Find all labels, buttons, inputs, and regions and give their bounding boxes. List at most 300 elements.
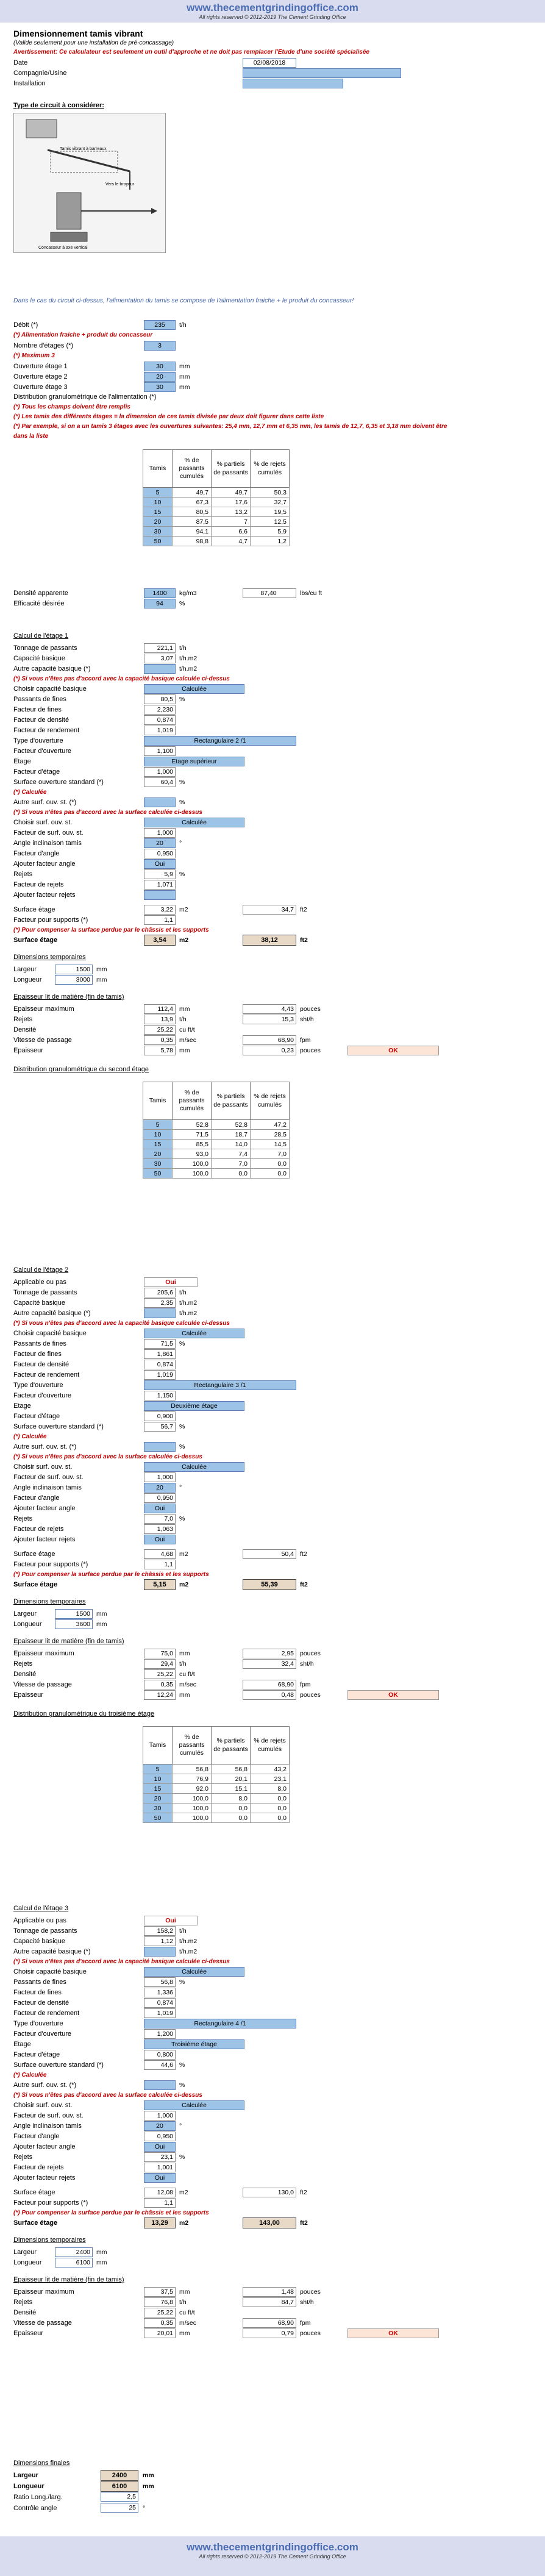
table-row (143, 1784, 290, 1794)
surface-finale-imperial: 55,39 (243, 1579, 296, 1590)
largeur-unit: mm (96, 2249, 107, 2256)
table-row (143, 1813, 290, 1823)
longueur-label: Longueur (13, 1621, 42, 1628)
longueur-value: 3000 (55, 975, 93, 985)
stage-row-value: 1,336 (144, 1988, 176, 1997)
autre-surf-input[interactable] (144, 1442, 176, 1452)
surface-finale-unit: m2 (179, 2219, 189, 2227)
epaisseur-row-unit2: fpm (300, 1681, 311, 1688)
table-cell: 100,0 (173, 1804, 212, 1813)
type-ouverture-label: Type d'ouverture (13, 1382, 63, 1389)
distrib-note-2: (*) Les tamis des différents étages = la dimension de ces tamis divisée par deux doit figurer dans cette liste (13, 413, 324, 420)
surface-std-value: 60,4 (144, 777, 176, 787)
table-row (143, 1159, 290, 1169)
facteur-rejets-label: Facteur de rejets (13, 2164, 64, 2171)
stage-distribution-table (143, 1726, 290, 1823)
footer-url-link[interactable]: www.thecementgrindingoffice.com (187, 2541, 358, 2553)
table-cell: 0,0 (251, 1169, 290, 1179)
autre-surf-input[interactable] (144, 2080, 176, 2090)
stage-row-value[interactable]: 20 (144, 838, 176, 848)
table-cell: 0,0 (251, 1813, 290, 1823)
final-longueur-label: Longueur (13, 2483, 45, 2490)
surface-etage-imperial-unit: ft2 (300, 906, 307, 913)
epaisseur-row-value: 25,22 (144, 2308, 176, 2317)
surface-finale-unit: m2 (179, 1581, 189, 1588)
stage-row-unit: t/h.m2 (179, 1310, 198, 1317)
stage-row-unit: t/h (179, 1289, 187, 1296)
table-cell: 43,2 (251, 1764, 290, 1774)
epaisseur-row-unit: t/h (179, 1660, 187, 1668)
choix-basique-select[interactable]: Calculée (144, 684, 244, 694)
table-cell: 76,9 (173, 1774, 212, 1784)
table-cell[interactable]: 17,6 (212, 498, 251, 507)
facteur-etage-value: 1,000 (144, 767, 176, 777)
surface-finale-imperial-unit: ft2 (300, 937, 308, 944)
stage-row-label: Facteur de densité (13, 1999, 69, 2007)
stage-row-value: 56,8 (144, 1977, 176, 1987)
largeur-value: 1500 (55, 1609, 93, 1619)
crusher-icon (57, 193, 81, 229)
table-cell[interactable]: 4,7 (212, 537, 251, 546)
stage-row-unit: ° (179, 1484, 182, 1491)
stage-distribution-table (143, 1082, 290, 1179)
stage-row-value[interactable] (144, 664, 176, 674)
company-field[interactable] (243, 68, 401, 78)
dims-temp-title: Dimensions temporaires (13, 1598, 86, 1605)
table-cell: 18,7 (212, 1130, 251, 1140)
stage-row-value: 0,950 (144, 849, 176, 858)
stage-row-unit: % (179, 1340, 185, 1347)
epaisseur-row-value: 5,78 (144, 1046, 176, 1055)
table-cell: 50 (143, 1169, 173, 1179)
table-row (143, 1120, 290, 1130)
applicable-select[interactable]: Oui (144, 1916, 198, 1925)
longueur-label: Longueur (13, 2259, 42, 2266)
final-largeur-label: Largeur (13, 2472, 38, 2479)
stage-row-label: Autre capacité basique (*) (13, 1948, 91, 1955)
facteur-rejets-value: 1,063 (144, 1524, 176, 1534)
stage-row-unit: ° (179, 840, 182, 847)
ouverture-input-1[interactable]: 30 (144, 362, 176, 371)
surface-etage-value: 4,68 (144, 1549, 176, 1559)
epaisseur-row-unit2: sht/h (300, 2299, 314, 2306)
stage-row-label: Facteur de surf. ouv. st. (13, 829, 84, 837)
stage-row-unit: t/h (179, 644, 187, 652)
final-ratio-label: Ratio Long./larg. (13, 2494, 63, 2501)
table-cell: 100,0 (173, 1169, 212, 1179)
table-cell[interactable]: 1,2 (251, 537, 290, 546)
epaisseur-row-unit: mm (179, 1650, 190, 1657)
circuit-note: Dans le cas du circuit ci-dessus, l'alimentation du tamis se compose de l'alimentation fraiche + le produit du concasseur! (13, 297, 354, 304)
table-cell: 14,0 (212, 1140, 251, 1149)
table-row (143, 1794, 290, 1804)
autre-surf-label: Autre surf. ouv. st. (*) (13, 799, 77, 806)
table-cell: 28,5 (251, 1130, 290, 1140)
stage-row-value: 221,1 (144, 643, 176, 653)
surface-etage-imperial-unit: ft2 (300, 2189, 307, 2196)
type-ouverture-select[interactable]: Rectangulaire 3 /1 (144, 1380, 296, 1390)
stage-row-value: 1,12 (144, 1936, 176, 1946)
epaisseur-row-value: 0,35 (144, 2318, 176, 2328)
column-header: % de rejets cumulés (251, 450, 290, 488)
table-cell[interactable]: 32,7 (251, 498, 290, 507)
epaisseur-row-unit: mm (179, 2330, 190, 2337)
surface-etage-imperial: 50,4 (243, 1549, 296, 1559)
densite-unit: kg/m3 (179, 590, 197, 597)
epaisseur-row-label: Vitesse de passage (13, 1681, 72, 1688)
epaisseur-row-value: 75,0 (144, 1649, 176, 1658)
table-cell[interactable]: 49,7 (173, 488, 212, 498)
surface-finale-value: 13,29 (144, 2217, 176, 2228)
final-longueur-unit: mm (143, 2483, 154, 2490)
table-cell[interactable]: 50 (143, 537, 173, 546)
facteur-ouverture-value: 1,200 (144, 2029, 176, 2039)
surface-finale-imperial-unit: ft2 (300, 2219, 308, 2227)
column-header: Tamis (143, 450, 173, 488)
table-row (143, 537, 290, 546)
surface-etage-imperial: 34,7 (243, 905, 296, 915)
stage-row-value[interactable]: 20 (144, 1483, 176, 1493)
surface-finale-unit: m2 (179, 937, 189, 944)
final-largeur-unit: mm (143, 2472, 154, 2479)
ajouter-angle-select[interactable]: Oui (144, 2142, 176, 2152)
stage-row-value[interactable] (144, 1947, 176, 1957)
densite-input[interactable]: 1400 (144, 588, 176, 598)
dims-temp-title: Dimensions temporaires (13, 954, 86, 961)
circuit-type-label: Type de circuit à considérer: (13, 102, 104, 109)
rejets-label: Rejets (13, 871, 33, 878)
feed-hopper-icon (26, 120, 57, 138)
ouverture-unit-1: mm (179, 363, 190, 370)
ouverture-label-2: Ouverture étage 2 (13, 373, 68, 380)
table-cell[interactable]: 10 (143, 498, 173, 507)
table-cell[interactable]: 12,5 (251, 517, 290, 527)
stage-row-label: Facteur de fines (13, 1350, 62, 1358)
stage-row-unit: t/h (179, 1927, 187, 1935)
note-capacite: (*) Si vous n'êtes pas d'accord avec la capacité basique calculée ci-dessus (13, 1320, 230, 1327)
circuit-diagram (13, 113, 166, 253)
table-cell[interactable]: 20 (143, 517, 173, 527)
table-cell[interactable]: 94,1 (173, 527, 212, 537)
table-row (143, 507, 290, 517)
table-header-row (143, 1727, 290, 1764)
worksheet (0, 23, 545, 2536)
epaisseur-row-value2: 0,79 (243, 2328, 296, 2338)
ouverture-input-2[interactable]: 20 (144, 372, 176, 382)
epaisseur-row-label: Epaisseur (13, 1691, 43, 1699)
etages-label: Nombre d'étages (*) (13, 342, 74, 349)
stage-row-label: Capacité basique (13, 655, 66, 662)
autre-surf-label: Autre surf. ouv. st. (*) (13, 1443, 77, 1450)
efficacite-label: Efficacité désirée (13, 600, 65, 607)
stage-row-value: 1,861 (144, 1349, 176, 1359)
epaisseur-row-value: 20,01 (144, 2328, 176, 2338)
longueur-label: Longueur (13, 976, 42, 983)
epaisseur-row-label: Rejets (13, 1016, 33, 1023)
distrib-note-4: dans la liste (13, 433, 49, 440)
company-label: Compagnie/Usine (13, 70, 67, 77)
column-header: % de passants cumulés (173, 1727, 212, 1764)
site-url-link[interactable]: www.thecementgrindingoffice.com (187, 2, 358, 13)
column-header: % partiels de passants (212, 450, 251, 488)
stage-row-unit: t/h.m2 (179, 1948, 198, 1955)
stage-row-label: Facteur de surf. ouv. st. (13, 2112, 84, 2119)
ajouter-rejets-label: Ajouter facteur rejets (13, 2174, 76, 2182)
epaisseur-row-unit: cu ft/t (179, 2309, 195, 2316)
table-row (143, 1774, 290, 1784)
epaisseur-row-unit2: fpm (300, 2319, 311, 2327)
choix-surf-select[interactable]: Calculée (144, 1462, 244, 1472)
stage-row-value: 1,000 (144, 1472, 176, 1482)
table-row (143, 498, 290, 507)
stage-row-value: 158,2 (144, 1926, 176, 1936)
stage-row-value: 205,6 (144, 1288, 176, 1297)
efficacite-unit: % (179, 600, 185, 607)
table-cell[interactable]: 13,2 (212, 507, 251, 517)
table-cell[interactable]: 87,5 (173, 517, 212, 527)
surface-etage-unit: m2 (179, 2189, 188, 2196)
facteur-supports-value: 1,1 (144, 1560, 176, 1569)
distribution-title: Distribution granulométrique du troisième étage (13, 1710, 155, 1718)
largeur-label: Largeur (13, 1610, 37, 1618)
final-angle-label: Contrôle angle (13, 2505, 57, 2512)
epaisseur-row-value: 13,9 (144, 1015, 176, 1024)
surface-etage-label: Surface étage (13, 1550, 55, 1558)
etage-select[interactable]: Etage supérieur (144, 757, 244, 766)
ouverture-label-3: Ouverture étage 3 (13, 384, 68, 391)
ouverture-input-3[interactable]: 30 (144, 382, 176, 392)
stage-row-value[interactable] (144, 1308, 176, 1318)
column-header: % partiels de passants (212, 1727, 251, 1764)
surface-std-unit: % (179, 1423, 185, 1430)
rejets-label: Rejets (13, 2153, 33, 2161)
column-header: % de passants cumulés (173, 450, 212, 488)
ajouter-angle-select[interactable]: Oui (144, 859, 176, 869)
stage-row-label: Tonnage de passants (13, 1289, 77, 1296)
debit-input[interactable]: 235 (144, 320, 176, 330)
type-ouverture-select[interactable]: Rectangulaire 4 /1 (144, 2019, 296, 2028)
etages-input[interactable]: 3 (144, 341, 176, 351)
stage-row-value: 1,019 (144, 726, 176, 735)
largeur-unit: mm (96, 1610, 107, 1618)
choix-surf-label: Choisir surf. ouv. st. (13, 2102, 73, 2109)
ajouter-angle-select[interactable]: Oui (144, 1504, 176, 1513)
note-surface: (*) Si vous n'êtes pas d'accord avec la surface calculée ci-dessus (13, 809, 202, 816)
rejets-unit: % (179, 1515, 185, 1522)
facteur-etage-label: Facteur d'étage (13, 2051, 60, 2058)
epaisseur-row-unit: m/sec (179, 2319, 197, 2327)
epaisseur-row-label: Rejets (13, 1660, 33, 1668)
etage-select[interactable]: Deuxième étage (144, 1401, 244, 1411)
surface-finale-label: Surface étage (13, 937, 58, 944)
surface-etage-value: 3,22 (144, 905, 176, 915)
table-cell: 0,0 (251, 1804, 290, 1813)
facteur-ouverture-label: Facteur d'ouverture (13, 2030, 72, 2038)
epaisseur-row-unit: m/sec (179, 1681, 197, 1688)
largeur-unit: mm (96, 966, 107, 973)
stage-row-label: Facteur de fines (13, 1989, 62, 1996)
ajouter-rejets-select[interactable] (144, 890, 176, 900)
epaisseur-row-label: Densité (13, 1026, 37, 1033)
screen-label: Vers le broyeur (105, 182, 135, 187)
table-cell: 7,4 (212, 1149, 251, 1159)
epaisseur-row-value2: 0,48 (243, 1690, 296, 1700)
longueur-value: 3600 (55, 1619, 93, 1629)
stage-row-value: 0,950 (144, 2132, 176, 2141)
column-header: % de passants cumulés (173, 1082, 212, 1120)
table-cell[interactable]: 30 (143, 527, 173, 537)
surface-finale-imperial: 143,00 (243, 2217, 296, 2228)
table-cell: 23,1 (251, 1774, 290, 1784)
table-cell: 56,8 (212, 1764, 251, 1774)
stage-row-label: Capacité basique (13, 1938, 66, 1945)
stage-row-value: 1,000 (144, 2111, 176, 2121)
largeur-label: Largeur (13, 966, 37, 973)
epaisseur-row-label: Rejets (13, 2299, 33, 2306)
facteur-ouverture-value: 1,150 (144, 1391, 176, 1400)
installation-field[interactable] (243, 79, 343, 88)
table-cell[interactable]: 80,5 (173, 507, 212, 517)
calc-note: (*) Calculée (13, 1433, 47, 1440)
autre-surf-unit: % (179, 2082, 185, 2089)
table-cell: 15,1 (212, 1784, 251, 1794)
stage-row-label: Facteur de rendement (13, 2010, 80, 2017)
column-header: Tamis (143, 1082, 173, 1120)
stage-row-unit: ° (179, 2122, 182, 2130)
table-cell[interactable]: 49,7 (212, 488, 251, 498)
table-cell[interactable]: 19,5 (251, 507, 290, 517)
etage-select[interactable]: Troisième étage (144, 2039, 244, 2049)
page-title: Dimensionnement tamis vibrant (13, 29, 143, 38)
max-note: (*) Maximum 3 (13, 352, 55, 359)
longueur-unit: mm (96, 2259, 107, 2266)
table-header-row (143, 450, 290, 488)
epaisseur-status-badge: OK (347, 1046, 439, 1055)
table-cell[interactable]: 7 (212, 517, 251, 527)
epaisseur-row-value2: 4,43 (243, 1004, 296, 1014)
applicable-select[interactable]: Oui (144, 1277, 198, 1287)
epaisseur-status-badge: OK (347, 1690, 439, 1700)
table-cell: 50 (143, 1813, 173, 1823)
epaisseur-row-value2: 15,3 (243, 1015, 296, 1024)
type-ouverture-select[interactable]: Rectangulaire 2 /1 (144, 736, 296, 746)
autre-surf-unit: % (179, 1443, 185, 1450)
table-row (143, 1130, 290, 1140)
table-cell: 8,0 (212, 1794, 251, 1804)
rights-notice: All rights reserved © 2012-2019 The Cement Grinding Office (199, 14, 346, 20)
epaisseur-row-value: 0,35 (144, 1035, 176, 1045)
choix-surf-select[interactable]: Calculée (144, 818, 244, 827)
epaisseur-row-label: Epaisseur maximum (13, 1650, 74, 1657)
table-cell: 7,0 (212, 1159, 251, 1169)
epaisseur-row-unit: mm (179, 1005, 190, 1013)
choix-basique-select[interactable]: Calculée (144, 1967, 244, 1977)
autre-surf-input[interactable] (144, 797, 176, 807)
ajouter-rejets-select[interactable]: Oui (144, 2173, 176, 2183)
epaisseur-title: Epaisseur lit de matière (fin de tamis) (13, 1638, 124, 1645)
surface-std-unit: % (179, 779, 185, 786)
table-cell: 10 (143, 1774, 173, 1784)
table-row (143, 1140, 290, 1149)
epaisseur-row-label: Vitesse de passage (13, 2319, 72, 2327)
distrib-note-3: (*) Par exemple, si on a un tamis 3 étages avec les ouvertures suivantes: 25,4 mm, 12,7 mm et 6,35 mm, les tamis de 12,7, 6,35 et 3,18 mm doivent être (13, 423, 447, 430)
surface-std-value: 44,6 (144, 2060, 176, 2070)
table-cell[interactable]: 67,3 (173, 498, 212, 507)
stage-row-label: Passants de fines (13, 696, 66, 703)
table-cell[interactable]: 5 (143, 488, 173, 498)
table-cell: 15 (143, 1140, 173, 1149)
table-cell[interactable]: 50,3 (251, 488, 290, 498)
epaisseur-row-value2: 2,95 (243, 1649, 296, 1658)
table-cell: 30 (143, 1804, 173, 1813)
stage-1-title: Calcul de l'étage 1 (13, 632, 69, 640)
stage-row-unit: t/h.m2 (179, 655, 198, 662)
choix-surf-label: Choisir surf. ouv. st. (13, 1463, 73, 1471)
note-supports: (*) Pour compenser la surface perdue par le châssis et les supports (13, 927, 209, 933)
table-row (143, 488, 290, 498)
table-cell: 0,0 (251, 1159, 290, 1169)
table-cell: 7,0 (251, 1149, 290, 1159)
densite-imperial-unit: lbs/cu ft (300, 590, 322, 597)
epaisseur-row-value: 29,4 (144, 1659, 176, 1669)
epaisseur-row-value2: 32,4 (243, 1659, 296, 1669)
surface-finale-value: 5,15 (144, 1579, 176, 1590)
stage-row-label: Tonnage de passants (13, 644, 77, 652)
epaisseur-row-value: 112,4 (144, 1004, 176, 1014)
largeur-label: Largeur (13, 2249, 37, 2256)
rejets-label: Rejets (13, 1515, 33, 1522)
date-field[interactable]: 02/08/2018 (243, 58, 296, 68)
note-capacite: (*) Si vous n'êtes pas d'accord avec la capacité basique calculée ci-dessus (13, 676, 230, 682)
epaisseur-row-value: 25,22 (144, 1669, 176, 1679)
surface-std-value: 56,7 (144, 1422, 176, 1432)
stage-row-label: Facteur de surf. ouv. st. (13, 1474, 84, 1481)
epaisseur-row-unit: cu ft/t (179, 1026, 195, 1033)
etage-label: Etage (13, 758, 31, 765)
table-row (143, 1169, 290, 1179)
epaisseur-row-value2: 68,90 (243, 1680, 296, 1689)
debit-label: Débit (*) (13, 321, 38, 329)
facteur-rejets-label: Facteur de rejets (13, 881, 64, 888)
epaisseur-row-unit: mm (179, 2288, 190, 2296)
largeur-value: 2400 (55, 2247, 93, 2257)
facteur-supports-value: 1,1 (144, 2198, 176, 2208)
feed-distribution-table (143, 449, 290, 546)
epaisseur-row-unit: m/sec (179, 1036, 197, 1044)
facteur-etage-value: 0,900 (144, 1411, 176, 1421)
table-cell[interactable]: 5,9 (251, 527, 290, 537)
stage-row-value[interactable]: 20 (144, 2121, 176, 2131)
final-ratio-value: 2,5 (101, 2492, 138, 2502)
choix-basique-select[interactable]: Calculée (144, 1329, 244, 1338)
ajouter-angle-label: Ajouter facteur angle (13, 1505, 76, 1512)
note-supports: (*) Pour compenser la surface perdue par le châssis et les supports (13, 1571, 209, 1578)
surface-etage-value: 12,08 (144, 2188, 176, 2197)
table-cell: 8,0 (251, 1784, 290, 1794)
choix-surf-select[interactable]: Calculée (144, 2100, 244, 2110)
choix-surf-label: Choisir surf. ouv. st. (13, 819, 73, 826)
table-cell[interactable]: 98,8 (173, 537, 212, 546)
ajouter-rejets-select[interactable]: Oui (144, 1535, 176, 1544)
epaisseur-status-badge: OK (347, 2328, 439, 2338)
table-cell[interactable]: 15 (143, 507, 173, 517)
efficacite-input[interactable]: 94 (144, 599, 176, 608)
surface-etage-label: Surface étage (13, 906, 55, 913)
ouverture-unit-3: mm (179, 384, 190, 391)
epaisseur-row-label: Epaisseur maximum (13, 1005, 74, 1013)
table-cell[interactable]: 6,6 (212, 527, 251, 537)
autre-surf-label: Autre surf. ouv. st. (*) (13, 2082, 77, 2089)
